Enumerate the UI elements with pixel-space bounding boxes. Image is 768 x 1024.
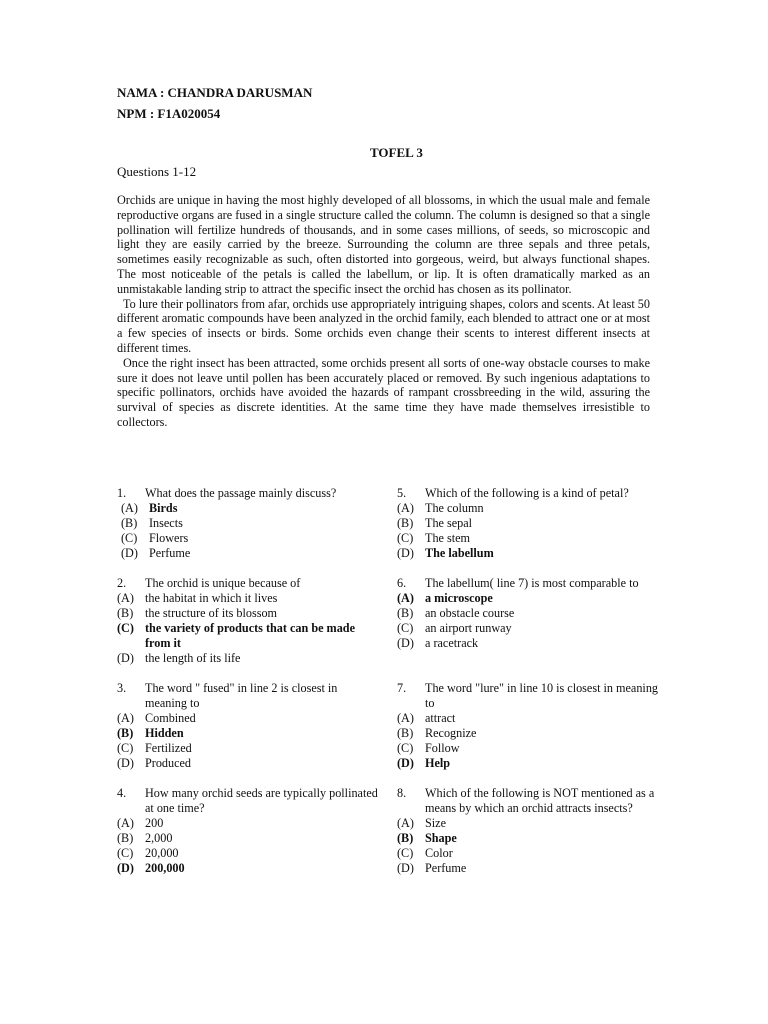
question-number: 7.: [397, 681, 407, 695]
option-text: Combined: [145, 711, 196, 725]
question-8: [397, 786, 659, 876]
question-5: [397, 486, 659, 561]
question-text: The word "lure" in line 10 is closest in meaning to: [425, 681, 659, 710]
option-letter: (B): [117, 606, 134, 620]
option-letter: (B): [397, 516, 414, 530]
option-text: the habitat in which it lives: [145, 591, 278, 605]
option-text: Size: [425, 816, 446, 830]
option-text: The stem: [425, 531, 471, 545]
option-letter: (B): [121, 516, 138, 530]
option-letter: (B): [397, 726, 414, 740]
option-letter: (D): [117, 756, 134, 770]
question-number: 6.: [397, 576, 407, 590]
student-npm: NPM : F1A020054: [117, 106, 221, 121]
option-text: an obstacle course: [425, 606, 515, 620]
option-text: Birds: [149, 501, 178, 515]
option-letter: (C): [397, 741, 414, 755]
option-text: The sepal: [425, 516, 473, 530]
option-letter: (D): [397, 546, 414, 560]
option-letter: (C): [397, 621, 414, 635]
option-text: 200,000: [145, 861, 185, 875]
option-letter: (B): [397, 606, 414, 620]
option-text: 200: [145, 816, 164, 830]
option-text: Recognize: [425, 726, 477, 740]
option-text: the variety of products that can be made from it: [145, 621, 355, 650]
option-text: Flowers: [149, 531, 189, 545]
option-letter: (A): [117, 591, 134, 605]
option-text: Follow: [425, 741, 460, 755]
question-2: [117, 576, 379, 666]
option-text: 2,000: [145, 831, 173, 845]
question-text: Which of the following is a kind of petal?: [425, 486, 629, 500]
option-letter: (D): [397, 636, 414, 650]
option-text: the structure of its blossom: [145, 606, 278, 620]
option-letter: (A): [117, 711, 134, 725]
question-number: 5.: [397, 486, 407, 500]
passage-paragraph: To lure their pollinators from afar, orchids use appropriately intriguing shapes, colors and scents. At least 50 different aromatic compounds have been analyzed in the orchid family, each blended to attract one or at most a few species of insects or birds. Some orchids even change their scents to interest different insects at different times.: [117, 296, 650, 355]
option-text: attract: [425, 711, 456, 725]
option-text: Fertilized: [145, 741, 192, 755]
questions-range: Questions 1-12: [117, 164, 197, 179]
question-number: 3.: [117, 681, 127, 695]
option-text: 20,000: [145, 846, 179, 860]
option-text: Shape: [425, 831, 457, 845]
question-number: 8.: [397, 786, 407, 800]
question-7: [397, 681, 659, 771]
question-4: [117, 786, 379, 876]
option-letter: (A): [397, 591, 414, 605]
option-text: The column: [425, 501, 484, 515]
question-text: Which of the following is NOT mentioned as a means by which an orchid attracts insects?: [425, 786, 655, 815]
reading-passage: [117, 193, 650, 430]
option-text: Produced: [145, 756, 192, 770]
question-number: 1.: [117, 486, 127, 500]
option-letter: (C): [121, 531, 138, 545]
passage-paragraph: Once the right insect has been attracted, some orchids present all sorts of one-way obstacle courses to make sure it does not leave until pollen has been accurately placed or removed. By such ingenious adaptations to specific pollinators, orchids have avoided the hazards of rampant crossbreeding in the wild, assuring the survival of species as discrete identities. At the same time they have made themselves irresistible to collectors.: [117, 355, 650, 429]
option-letter: (D): [117, 861, 134, 875]
option-letter: (C): [117, 741, 134, 755]
question-3: [117, 681, 379, 771]
option-text: Help: [425, 756, 451, 770]
option-letter: (A): [121, 501, 138, 515]
option-text: Color: [425, 846, 453, 860]
option-letter: (D): [397, 861, 414, 875]
option-text: the length of its life: [145, 651, 241, 665]
option-text: Perfume: [425, 861, 467, 875]
option-letter: (C): [117, 621, 134, 635]
option-letter: (C): [397, 531, 414, 545]
question-number: 4.: [117, 786, 127, 800]
option-text: Hidden: [145, 726, 184, 740]
question-6: [397, 576, 659, 651]
question-1: [117, 486, 379, 561]
option-letter: (A): [397, 501, 414, 515]
question-text: The orchid is unique because of: [145, 576, 301, 590]
option-text: Perfume: [149, 546, 191, 560]
option-letter: (A): [397, 711, 414, 725]
option-letter: (D): [397, 756, 414, 770]
option-letter: (D): [121, 546, 138, 560]
option-letter: (B): [117, 726, 134, 740]
passage-paragraph: Orchids are unique in having the most highly developed of all blossoms, in which the usual male and female reproductive organs are fused in a single structure called the column. The column is designed so that a single pollination will fertilize hundreds of thousands, and in some cases millions, of seeds, so microscopic and light they are easily carried by the breeze. Surrounding the column are three sepals and three petals, sometimes easily recognizable as such, often distorted into gorgeous, weird, but always functional shapes. The most noticeable of the petals is called the labellum, or lip. It is often dramatically marked as an unmistakable landing strip to attract the specific insect the orchid has chosen as its pollinator.: [117, 193, 650, 296]
option-letter: (A): [397, 816, 414, 830]
option-letter: (D): [117, 651, 134, 665]
option-text: The labellum: [425, 546, 494, 560]
option-letter: (A): [117, 816, 134, 830]
option-text: a racetrack: [425, 636, 479, 650]
question-text: The word " fused" in line 2 is closest in meaning to: [145, 681, 338, 710]
question-number: 2.: [117, 576, 127, 590]
option-letter: (B): [117, 831, 134, 845]
option-text: a microscope: [425, 591, 493, 605]
page-title: TOFEL 3: [370, 145, 423, 160]
option-letter: (C): [397, 846, 414, 860]
option-letter: (B): [397, 831, 414, 845]
question-text: The labellum( line 7) is most comparable to: [425, 576, 639, 590]
question-text: What does the passage mainly discuss?: [145, 486, 337, 500]
option-text: Insects: [149, 516, 183, 530]
student-name: NAMA : CHANDRA DARUSMAN: [117, 85, 313, 100]
option-text: an airport runway: [425, 621, 512, 635]
option-letter: (C): [117, 846, 134, 860]
question-text: How many orchid seeds are typically pollinated at one time?: [145, 786, 378, 815]
